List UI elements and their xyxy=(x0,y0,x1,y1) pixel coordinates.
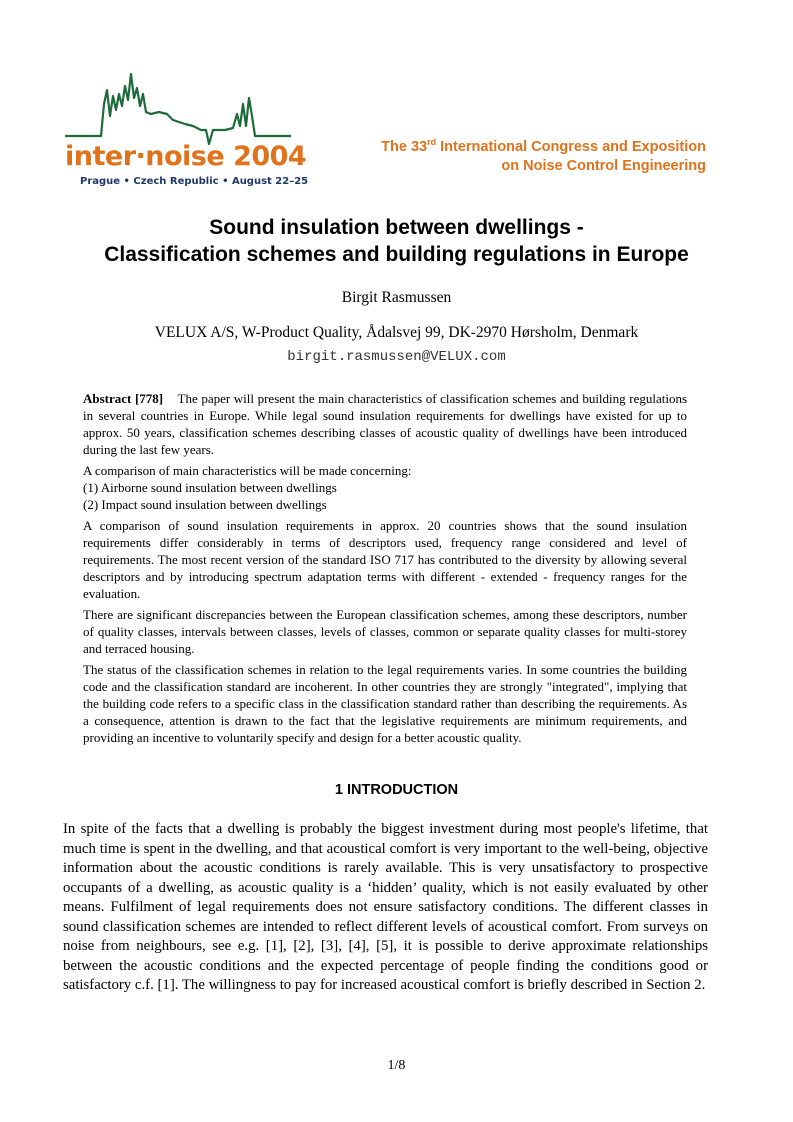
congress-name: International Congress and Exposition xyxy=(436,139,706,155)
congress-heading xyxy=(381,138,706,176)
paper-title-line-1: Sound insulation between dwellings - xyxy=(209,216,584,239)
abstract-label: Abstract [778] xyxy=(83,391,164,406)
abstract-list-item-1: (1) Airborne sound insulation between dwellings xyxy=(83,480,337,495)
abstract-list-item-2: (2) Impact sound insulation between dwellings xyxy=(83,497,327,512)
abstract-paragraph-4: There are significant discrepancies between the European classification schemes, among these descriptors, number of quality classes, intervals between classes, levels of classes, common or separate quality classes for multi-storey and terraced housing. xyxy=(83,607,687,656)
congress-ordinal: The 33 xyxy=(381,139,428,155)
section-heading-introduction: 1 INTRODUCTION xyxy=(334,782,459,798)
conference-logo xyxy=(63,68,309,192)
logo-wordmark: inter·noise 2004 xyxy=(65,141,307,172)
abstract-paragraph-5: The status of the classification schemes in relation to the legal requirements varies. In some countries the building code and the classification standard are incoherent. In other countries they are strongly "integrated", implying that the building code refers to a specific class in the classification standard rather than describing the requirements. As a consequence, attention is drawn to the fact that the legislative requirements are minimum requirements, and providing an incentive to voluntarily specify and design for a better acoustic quality. xyxy=(83,662,687,745)
logo-subtitle: Prague • Czech Republic • August 22–25 xyxy=(80,176,309,187)
page-number: 1/8 xyxy=(387,1058,406,1073)
congress-line-2: on Noise Control Engineering xyxy=(501,158,706,174)
abstract-list xyxy=(83,462,687,513)
author-name: Birgit Rasmussen xyxy=(341,289,452,306)
author-affiliation: VELUX A/S, W-Product Quality, Ådalsvej 99, DK-2970 Hørsholm, Denmark xyxy=(154,324,639,341)
introduction-paragraph: In spite of the facts that a dwelling is probably the biggest investment during most people's lifetime, that much time is spent in the dwelling, and that acoustical comfort is very important to the well-being, objective information about the acoustic conditions is rarely available. This is very unsatisfactory to prospective occupants of a dwelling, as acoustic quality is a ‘hidden’ quality, which is not easily evaluated by other means. Fulfilment of legal requirements does not ensure satisfactory conditions. The different classes in sound classification schemes are intended to reflect different levels of acoustical comfort. From surveys on noise from neighbours, see e.g. [1], [2], [3], [4], [5], it is possible to derive approximate relationships between the acoustic conditions and the expected percentage of people finding the conditions good or satisfactory c.f. [1]. The willingness to pay for increased acoustical comfort is briefly described in Section 2. xyxy=(63,821,708,993)
paper-title-line-2: Classification schemes and building regulations in Europe xyxy=(104,243,689,266)
abstract-text-1: The paper will present the main characteristics of classification schemes and building regulations in several countries in Europe. While legal sound insulation requirements for dwellings have existed for up to approx. 50 years, classification schemes describing classes of acoustic quality of dwellings have been introduced during the last few years. xyxy=(83,391,688,457)
abstract-paragraph-3: A comparison of sound insulation requirements in approx. 20 countries shows that the sound insulation requirements differ considerably in terms of descriptors used, frequency range considered and level of requirements. The most recent version of the standard ISO 717 has contributed to the diversity by allowing several descriptors and by introducing spectrum adaptation terms with different - extended - frequency ranges for the evaluation. xyxy=(83,518,687,601)
abstract-list-intro: A comparison of main characteristics will be made concerning: xyxy=(83,463,412,478)
noise-waveform-icon xyxy=(63,68,295,148)
congress-line-1 xyxy=(381,138,706,157)
author-email[interactable]: birgit.rasmussen@VELUX.com xyxy=(287,349,506,365)
congress-ordinal-suffix: rd xyxy=(427,137,437,147)
abstract-paragraph-1 xyxy=(83,390,687,458)
abstract xyxy=(83,390,687,750)
